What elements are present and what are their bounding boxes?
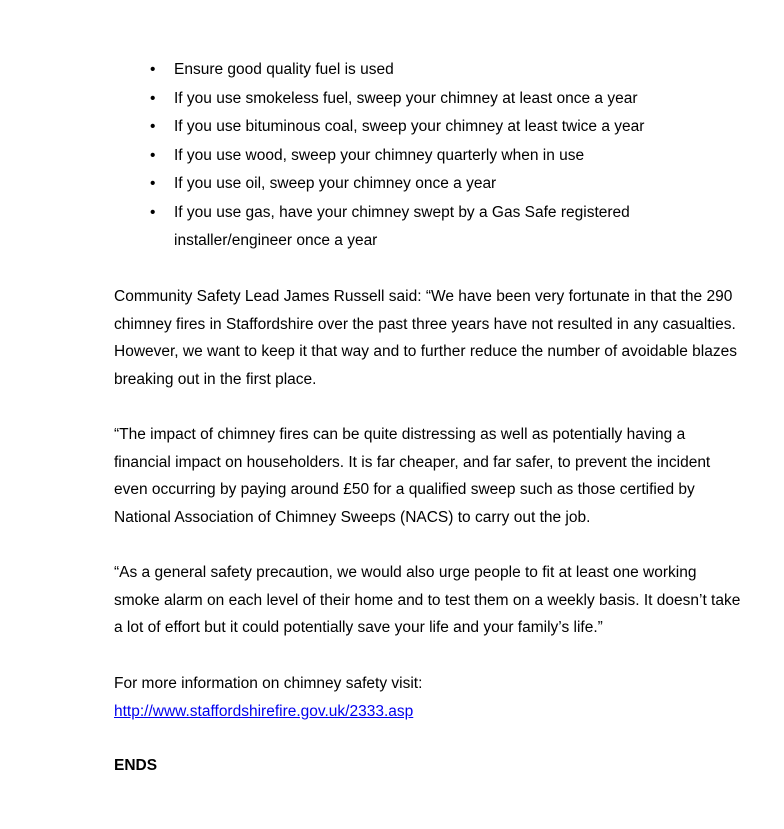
chimney-safety-link[interactable]: http://www.staffordshirefire.gov.uk/2333.asp [114,702,414,720]
list-item-text: If you use smokeless fuel, sweep your chimney at least once a year [174,89,638,107]
list-item [0,113,674,142]
list-item [0,142,674,171]
bullet-icon: • [150,175,156,192]
bullet-icon: • [150,203,156,221]
chimney-advice-list [0,56,784,256]
quote-paragraph-2: “The impact of chimney fires can be quite distressing as well as potentially having a financial impact on householders. It is far cheaper, and far safer, to prevent the incident even occurring by paying around £50 for a qualified sweep such as those certified by National Association of Chimney Sweeps (NACS) to carry out the job. [114,426,711,526]
bullet-icon: • [150,118,156,135]
bullet-icon: • [150,89,156,107]
list-item [0,56,674,85]
more-info-text: For more information on chimney safety visit: [114,675,423,692]
list-item-text: Ensure good quality fuel is used [174,61,394,78]
list-item-text: If you use wood, sweep your chimney quarterly when in use [174,146,585,164]
list-item-text: If you use oil, sweep your chimney once a year [174,175,497,192]
list-item-text: If you use gas, have your chimney swept by a Gas Safe registered installer/engineer once a year [174,203,630,249]
ends-marker: ENDS [114,757,158,774]
quote-paragraph-3: “As a general safety precaution, we would also urge people to fit at least one working smoke alarm on each level of their home and to test them on a weekly basis. It doesn’t take a lot of effort but it could potentially save your life and your family’s life.” [114,564,741,637]
more-info-paragraph [114,670,742,725]
list-item [0,85,674,114]
list-item [0,170,674,199]
list-item-text: If you use bituminous coal, sweep your chimney at least twice a year [174,118,645,135]
quote-paragraph-1: Community Safety Lead James Russell said: “We have been very fortunate in that the 290 chimney fires in Staffordshire over the past three years have not resulted in any casualties. However, we want to keep it that way and to further reduce the number of avoidable blazes breaking out in the first place. [114,288,737,388]
list-item [0,199,674,256]
bullet-icon: • [150,146,156,164]
bullet-icon: • [150,61,156,78]
